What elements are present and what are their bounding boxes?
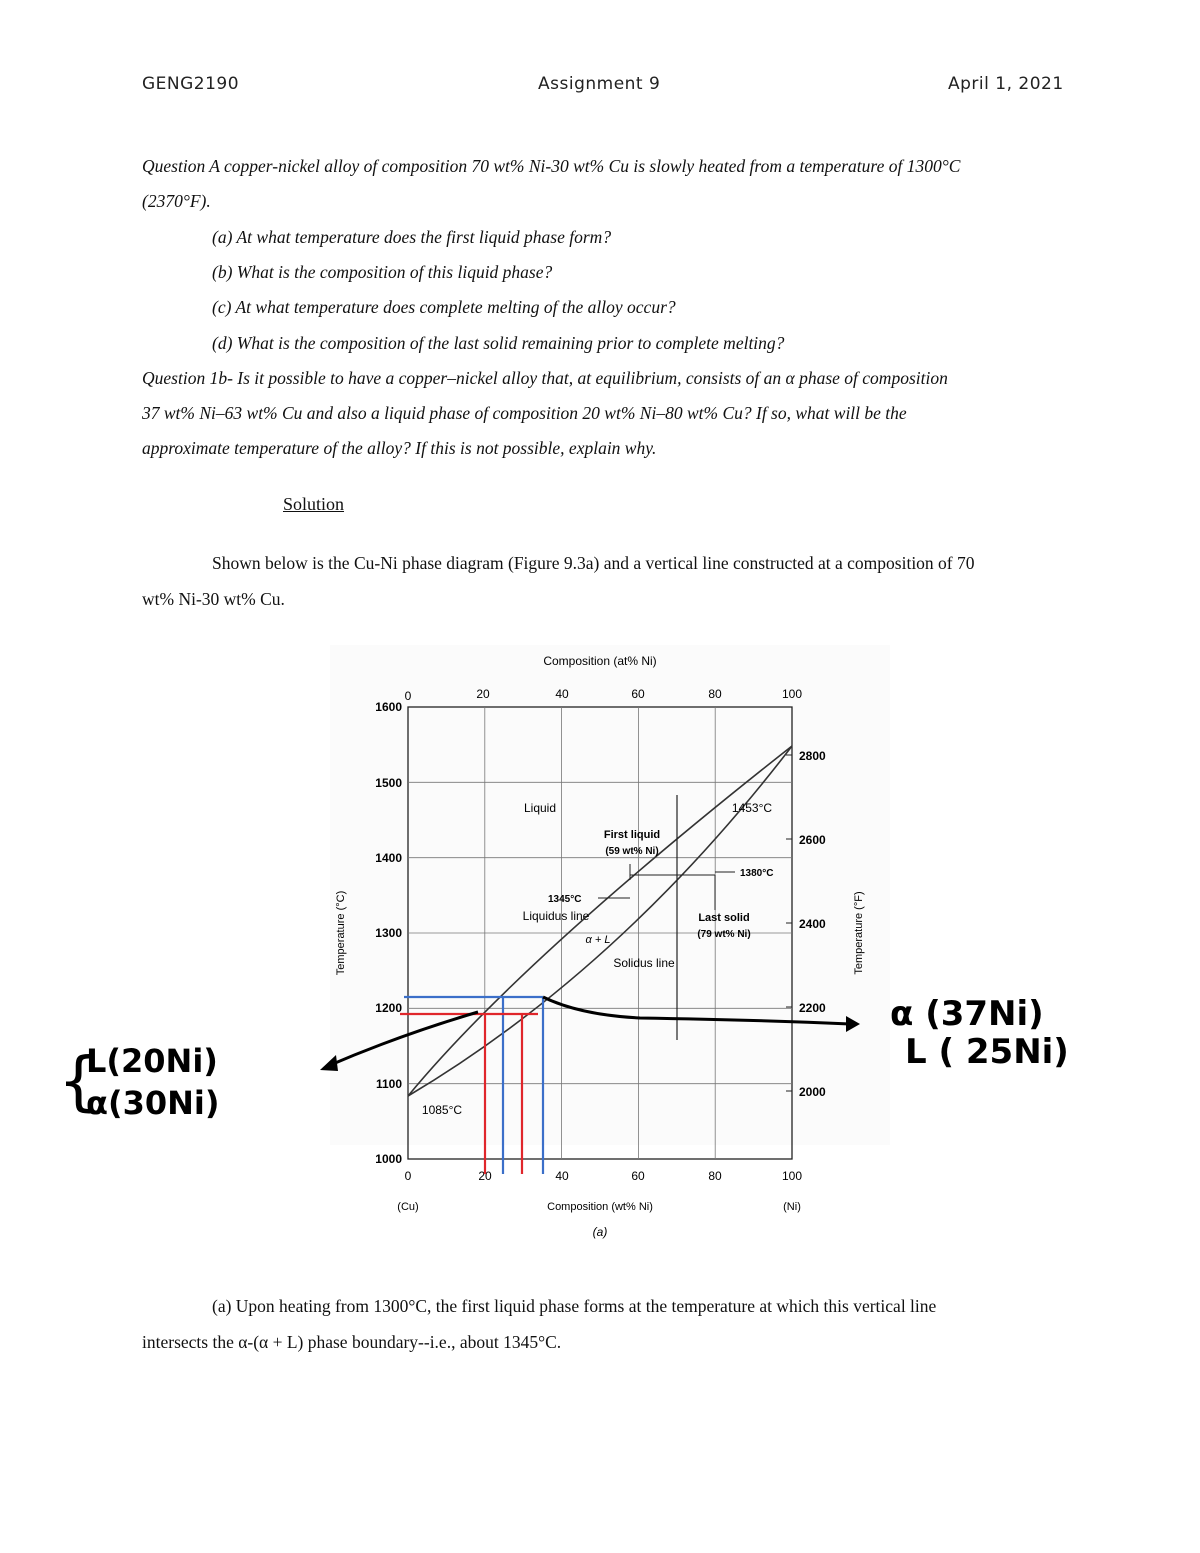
right-tick-2000: 2000 — [799, 1085, 826, 1099]
label-1345: 1345°C — [548, 894, 582, 905]
course-code: GENG2190 — [142, 74, 240, 94]
top-axis-label: Composition (at% Ni) — [543, 654, 657, 668]
label-last-solid-comp: (79 wt% Ni) — [697, 929, 751, 940]
top-tick-80: 80 — [708, 687, 722, 701]
left-tick-1600: 1600 — [375, 700, 402, 714]
right-tick-2200: 2200 — [799, 1001, 826, 1015]
right-tick-2400: 2400 — [799, 917, 826, 931]
left-tick-1000: 1000 — [375, 1152, 402, 1166]
bottom-tick-80: 80 — [708, 1169, 722, 1183]
label-alpha-l: α + L — [585, 934, 611, 946]
assignment-title: Assignment 9 — [538, 74, 661, 94]
label-liquid: Liquid — [523, 801, 557, 815]
question1b-line-3: approximate temperature of the alloy? If this is not possible, explain why. — [142, 438, 657, 458]
top-tick-60: 60 — [631, 687, 645, 701]
bottom-tick-20: 20 — [478, 1169, 492, 1183]
right-tick-2600: 2600 — [799, 833, 826, 847]
right-axis-label: Temperature (°F) — [853, 891, 865, 975]
question-part-c: (c) At what temperature does complete melting of the alloy occur? — [212, 297, 676, 317]
figure-caption: (a) — [592, 1225, 608, 1239]
cu-label: (Cu) — [397, 1201, 419, 1213]
left-arrowhead — [320, 1055, 338, 1071]
question-line-2: (2370°F). — [142, 191, 211, 211]
top-tick-20: 20 — [476, 687, 490, 701]
bottom-tick-100: 100 — [781, 1169, 803, 1183]
left-axis-label: Temperature (°C) — [335, 890, 347, 976]
label-1380: 1380°C — [740, 868, 774, 879]
bottom-tick-60: 60 — [631, 1169, 645, 1183]
label-solidus: Solidus line — [613, 956, 675, 970]
label-1085: 1085°C — [421, 1103, 463, 1117]
left-tick-1500: 1500 — [375, 776, 402, 790]
label-first-liquid-comp: (59 wt% Ni) — [605, 846, 659, 857]
ni-label: (Ni) — [783, 1201, 801, 1213]
left-tick-1300: 1300 — [375, 926, 402, 940]
question-line-1: Question A copper-nickel alloy of composition 70 wt% Ni-30 wt% Cu is slowly heated from a temperature of 1300°C — [142, 156, 961, 176]
handwritten-right-liquid: L ( 25Ni) — [905, 1032, 1069, 1072]
handwritten-brace: { — [58, 1045, 99, 1119]
label-liquidus: Liquidus line — [522, 909, 590, 923]
bottom-tick-0: 0 — [404, 1169, 412, 1183]
question-part-d: (d) What is the composition of the last solid remaining prior to complete melting? — [212, 333, 785, 353]
solution-intro-line-1: Shown below is the Cu-Ni phase diagram (Figure 9.3a) and a vertical line constructed at a composition of 70 — [212, 553, 975, 573]
question1b-line-2: 37 wt% Ni–63 wt% Cu and also a liquid phase of composition 20 wt% Ni–80 wt% Cu? If so, what will be the — [142, 403, 907, 423]
cu-ni-phase-diagram — [0, 640, 1200, 1280]
label-1453: 1453°C — [731, 801, 773, 815]
handwritten-left-alpha: α(30Ni) — [86, 1084, 220, 1122]
answer-a-line-1: (a) Upon heating from 1300°C, the first liquid phase forms at the temperature at which this vertical line — [212, 1296, 937, 1316]
left-tick-1400: 1400 — [375, 851, 402, 865]
question1b-line-1: Question 1b- Is it possible to have a copper–nickel alloy that, at equilibrium, consists of an α phase of composition — [142, 368, 948, 388]
bottom-tick-40: 40 — [555, 1169, 569, 1183]
solution-heading: Solution — [283, 494, 345, 514]
left-tick-1100: 1100 — [375, 1077, 402, 1091]
left-tick-1200: 1200 — [375, 1001, 402, 1015]
right-tick-2800: 2800 — [799, 749, 826, 763]
top-tick-0: 0 — [404, 689, 412, 703]
handwritten-right-alpha: α (37Ni) — [890, 994, 1044, 1034]
answer-a-line-2: intersects the α-(α + L) phase boundary--i.e., about 1345°C. — [142, 1332, 562, 1352]
solution-intro-line-2: wt% Ni-30 wt% Cu. — [142, 589, 285, 609]
question-part-a: (a) At what temperature does the first liquid phase form? — [212, 227, 612, 247]
top-tick-100: 100 — [781, 687, 803, 701]
label-first-liquid: First liquid — [603, 829, 661, 841]
label-last-solid: Last solid — [698, 912, 750, 924]
assignment-date: April 1, 2021 — [948, 74, 1064, 94]
question-part-b: (b) What is the composition of this liquid phase? — [212, 262, 553, 282]
bottom-axis-label: Composition (wt% Ni) — [547, 1201, 653, 1213]
handwritten-left-liquid: L(20Ni) — [86, 1042, 218, 1080]
top-tick-40: 40 — [555, 687, 569, 701]
